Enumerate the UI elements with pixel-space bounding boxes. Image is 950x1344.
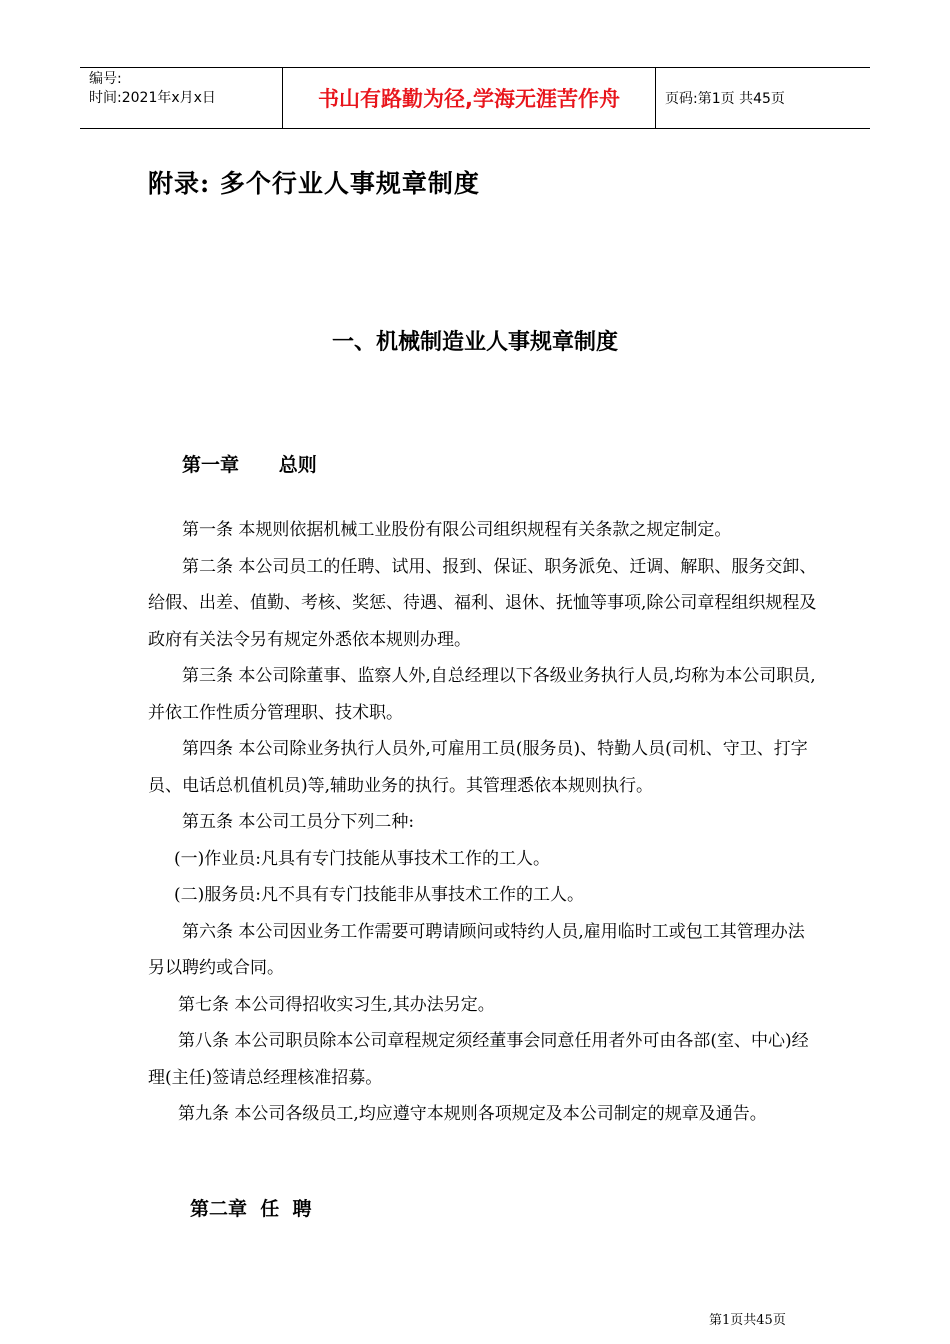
article-6: 第六条 本公司因业务工作需要可聘请顾问或特约人员,雇用临时工或包工其管理办法另以聘约或合同。 bbox=[148, 921, 805, 978]
section-title: 一、机械制造业人事规章制度 bbox=[331, 329, 618, 355]
appendix-title: 附录: 多个行业人事规章制度 bbox=[148, 169, 480, 198]
article-3: 第三条 本公司除董事、监察人外,自总经理以下各级业务执行人员,均称为本公司职员,并依工作性质分管理职、技术职。 bbox=[148, 666, 816, 723]
page-footer: 第1页共45页 bbox=[709, 1313, 786, 1328]
header-motto: 书山有路勤为径,学海无涯苦作舟 bbox=[282, 68, 656, 128]
doc-number-label: 编号: bbox=[89, 71, 122, 87]
article-4: 第四条 本公司除业务执行人员外,可雇用工员(服务员)、特勤人员(司机、守卫、打字员、电话总机值机员)等,辅助业务的执行。其管理悉依本规则执行。 bbox=[148, 739, 808, 796]
header-page-label: 页码:第1页 共45页 bbox=[665, 91, 785, 107]
date-label: 时间:2021年x月x日 bbox=[89, 90, 216, 106]
article-2: 第二条 本公司员工的任聘、试用、报到、保证、职务派免、迁调、解职、服务交卸、给假、出差、值勤、考核、奖惩、待遇、福利、退休、抚恤等事项,除公司章程组织规程及政府有关法令另有规定外悉依本规则办理。 bbox=[148, 556, 817, 650]
article-1: 第一条 本规则依据机械工业股份有限公司组织规程有关条款之规定制定。 bbox=[182, 520, 732, 540]
article-8: 第八条 本公司职员除本公司章程规定须经董事会同意任用者外可由各部(室、中心)经理(主任)签请总经理核准招募。 bbox=[148, 1031, 809, 1088]
chapter-2-title: 第二章 任 聘 bbox=[190, 1198, 312, 1220]
article-9: 第九条 本公司各级员工,均应遵守本规则各项规定及本公司制定的规章及通告。 bbox=[178, 1104, 767, 1124]
article-5: 第五条 本公司工员分下列二种: bbox=[182, 812, 415, 832]
page-header bbox=[80, 67, 870, 129]
chapter-1-title: 第一章 总则 bbox=[182, 454, 317, 476]
chapter-1-body bbox=[148, 512, 818, 1133]
header-meta bbox=[80, 68, 282, 128]
article-5-item-2: (二)服务员:凡不具有专门技能非从事技术工作的工人。 bbox=[174, 885, 584, 905]
article-5-item-1: (一)作业员:凡具有专门技能从事技术工作的工人。 bbox=[174, 848, 550, 869]
article-7: 第七条 本公司得招收实习生,其办法另定。 bbox=[178, 994, 495, 1015]
